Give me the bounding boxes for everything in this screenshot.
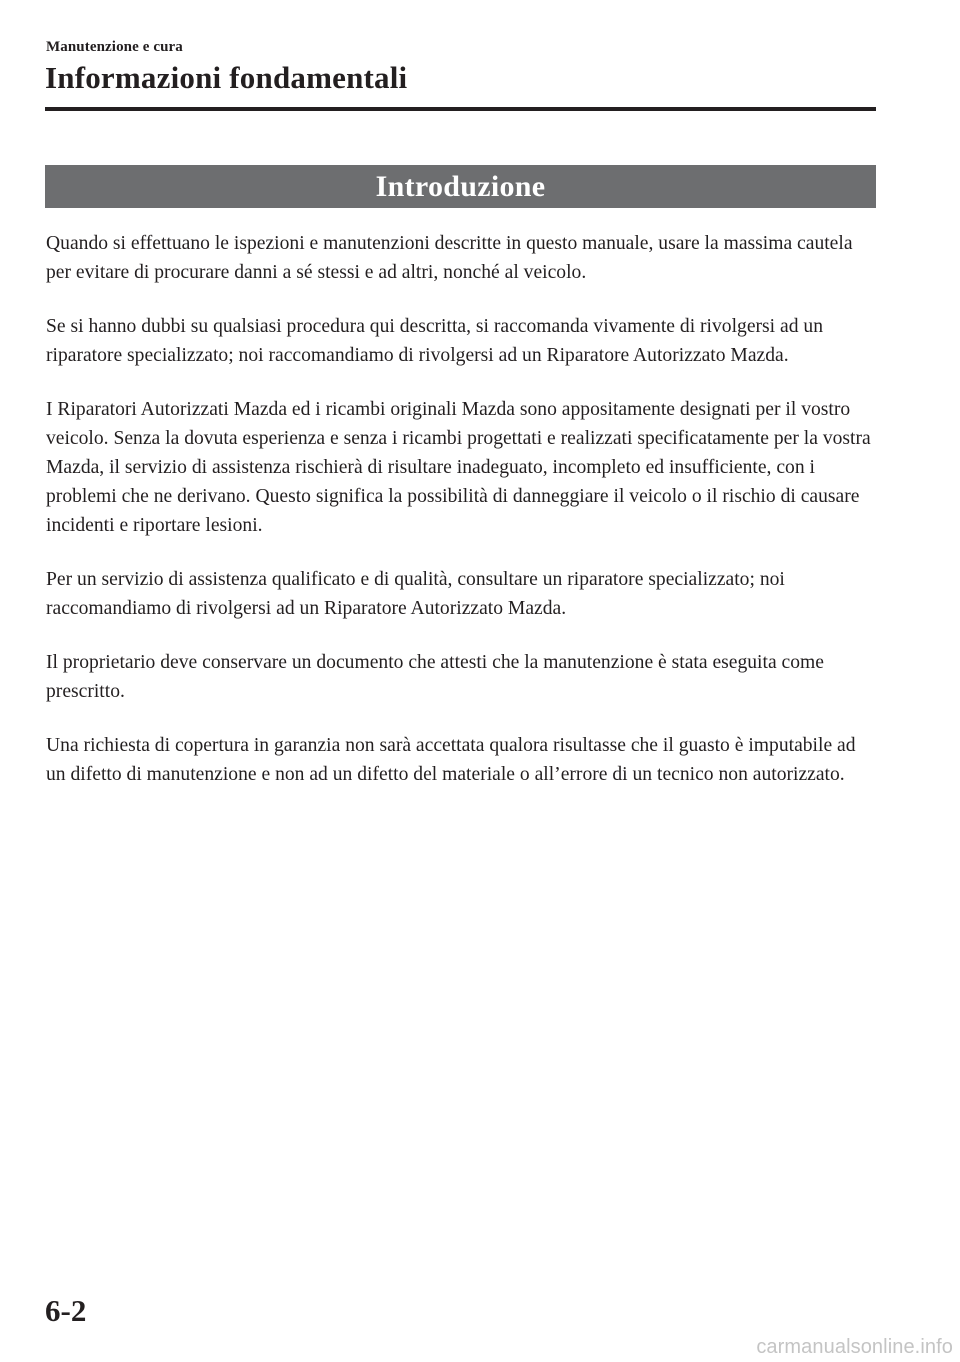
page-number: 6-2: [45, 1293, 87, 1328]
paragraph: Una richiesta di copertura in garanzia non sarà accettata qualora risultasse che il guasto è imputabile ad un difetto di manutenzione e non ad un difetto del materiale o all’errore di un tecnico non autorizzato.: [46, 735, 856, 785]
banner-title: Introduzione: [375, 169, 546, 203]
watermark: carmanualsonline.info: [756, 1336, 953, 1358]
body-text: [46, 229, 878, 814]
section-banner: [45, 165, 876, 208]
paragraph: Se si hanno dubbi su qualsiasi procedura qui descritta, si raccomanda vivamente di rivolgersi ad un riparatore specializzato; noi raccomandiamo di rivolgersi ad un Riparatore Autorizzato Mazda.: [46, 316, 824, 366]
title-rule: [45, 107, 876, 111]
section-title: Informazioni fondamentali: [45, 60, 408, 95]
paragraph: Quando si effettuano le ispezioni e manutenzioni descritte in questo manuale, usare la massima cautela per evitare di procurare danni a sé stessi e ad altri, nonché al veicolo.: [46, 233, 853, 283]
paragraph: I Riparatori Autorizzati Mazda ed i ricambi originali Mazda sono appositamente designati per il vostro veicolo. Senza la dovuta esperienza e senza i ricambi progettati e realizzati specificatamente per la vostra Mazda, il servizio di assistenza rischierà di risultare inadeguato, incompleto ed insufficiente, con i problemi che ne derivano. Questo significa la possibilità di danneggiare il veicolo o il rischio di causare incidenti e riportare lesioni.: [46, 399, 871, 536]
paragraph: Per un servizio di assistenza qualificato e di qualità, consultare un riparatore specializzato; noi raccomandiamo di rivolgersi ad un Riparatore Autorizzato Mazda.: [46, 569, 785, 619]
paragraph: Il proprietario deve conservare un documento che attesti che la manutenzione è stata eseguita come prescritto.: [46, 652, 824, 702]
chapter-label: Manutenzione e cura: [46, 39, 183, 55]
